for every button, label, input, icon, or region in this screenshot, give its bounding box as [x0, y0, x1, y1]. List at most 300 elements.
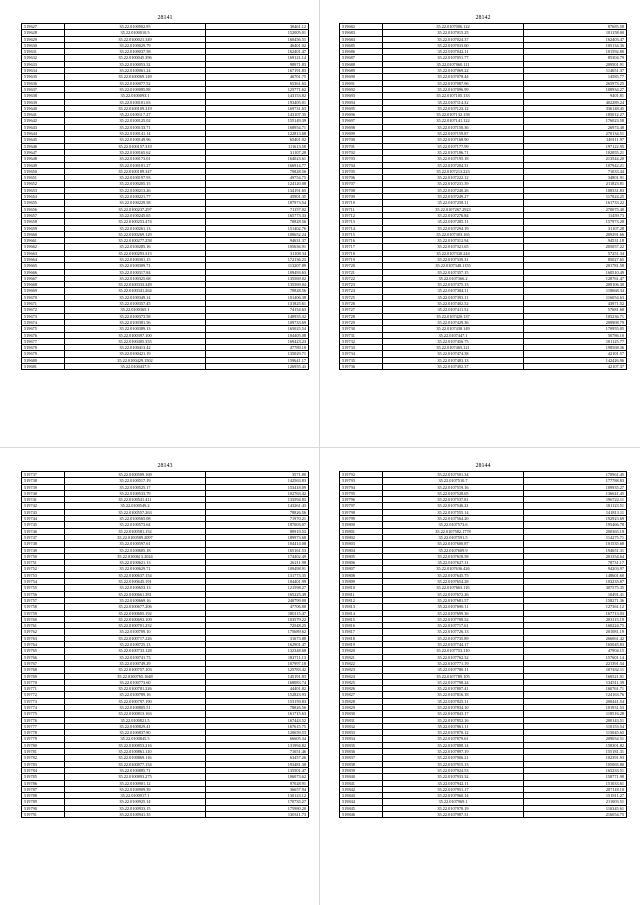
amount-cell: 170961.45	[524, 472, 627, 478]
cadastral-number-cell: 35.22.0100285.16	[64, 244, 205, 250]
cadastral-number-cell: 35.22.0100149.96	[64, 137, 205, 143]
row-id-cell: 519732	[340, 338, 383, 344]
cadastral-number-cell: 35.22.0107600.87	[382, 541, 523, 547]
cadastral-number-cell: 35.22.0100885.71	[64, 767, 205, 773]
cadastral-number-cell: 35.22.0107330.244	[382, 250, 523, 256]
amount-cell: 195466.78	[524, 522, 627, 528]
cadastral-number-cell: 35.22.0100093.1	[64, 93, 205, 99]
row-id-cell: 519704	[340, 162, 383, 168]
cadastral-number-cell: 35.22.0107861.11	[382, 723, 523, 729]
amount-cell: 101931.53	[524, 704, 627, 710]
amount-cell: 196722.11	[524, 497, 627, 503]
cadastral-number-cell: 35.22.0100237.297	[64, 206, 205, 212]
cadastral-number-cell: 35.22.0107924.53	[382, 767, 523, 773]
cadastral-number-cell: 35.22.0100109.319	[64, 105, 205, 111]
row-id-cell: 519700	[340, 137, 383, 143]
amount-cell: 70828.56	[206, 219, 309, 225]
amount-cell: 160761.71	[524, 686, 627, 692]
amount-cell: 266061.42	[524, 635, 627, 641]
amount-cell: 94203.97	[524, 566, 627, 572]
row-id-cell: 519699	[340, 131, 383, 137]
row-id-cell: 519831	[340, 717, 383, 723]
cadastral-number-cell: 35.22.0107834.10	[382, 704, 523, 710]
data-table	[339, 23, 627, 370]
cadastral-number-cell: 35.22.0107078.44	[382, 74, 523, 80]
amount-cell: 142426.96	[524, 357, 627, 363]
row-id-cell: 519722	[340, 275, 383, 281]
amount-cell: 132348.68	[206, 648, 309, 654]
cadastral-number-cell: 35.22.0107816.18	[382, 692, 523, 698]
data-table	[339, 471, 627, 818]
row-id-cell: 519682	[340, 24, 383, 30]
row-id-cell: 519825	[340, 679, 383, 685]
table-row	[22, 812, 309, 818]
row-id-cell: 519746	[22, 528, 65, 534]
amount-cell: 85027.65	[524, 256, 627, 262]
cadastral-number-cell: 35.22.0100389.13	[64, 326, 205, 332]
row-id-cell: 519747	[22, 534, 65, 540]
row-id-cell: 519738	[22, 478, 65, 484]
amount-cell: 31108.34	[206, 250, 309, 256]
amount-cell: 98971.83	[206, 61, 309, 67]
amount-cell: 165233.51	[524, 767, 627, 773]
amount-cell: 270075.40	[524, 206, 627, 212]
cadastral-number-cell: 35.22.0107204.31	[382, 162, 523, 168]
cadastral-number-cell: 35.22.0100437.5	[64, 364, 205, 370]
cadastral-number-cell: 35.22.0107897.19	[382, 749, 523, 755]
cadastral-number-cell: 35.22.0107258.11	[382, 200, 523, 206]
cadastral-number-cell: 35.22.0100709.10	[64, 629, 205, 635]
row-id-cell: 519835	[340, 742, 383, 748]
cadastral-number-cell: 35.22.0107528.65	[382, 490, 523, 496]
amount-cell: 143153.82	[206, 93, 309, 99]
cadastral-number-cell: 35.22.0100525.17	[64, 484, 205, 490]
cadastral-number-cell: 35.22.0107708.52	[382, 616, 523, 622]
cadastral-number-cell: 35.22.0107987.31	[382, 812, 523, 818]
row-id-cell: 519795	[340, 490, 383, 496]
cadastral-number-cell: 35.22.0100557.263	[64, 509, 205, 515]
cadastral-number-cell: 35.22.0107213.223	[382, 168, 523, 174]
cadastral-number-cell: 35.22.0100925.14	[64, 799, 205, 805]
row-id-cell: 519672	[22, 307, 65, 313]
cadastral-number-cell: 35.22.0100821.5	[64, 717, 205, 723]
cadastral-number-cell: 35.22.0100261.13	[64, 225, 205, 231]
cadastral-number-cell: 35.22.0107870.12	[382, 730, 523, 736]
row-id-cell: 519702	[340, 149, 383, 155]
amount-cell: 71651.46	[206, 749, 309, 755]
cadastral-number-cell: 35.22.0100165.62	[64, 149, 205, 155]
cadastral-number-cell: 35.22.0107006.122	[382, 24, 523, 30]
data-table	[21, 471, 309, 818]
amount-cell: 143261.43	[206, 503, 309, 509]
amount-cell: 11459.73	[524, 212, 627, 218]
amount-cell: 14585.77	[524, 74, 627, 80]
cadastral-number-cell: 35.22.0100333.349	[64, 282, 205, 288]
amount-cell: 187973.54	[206, 200, 309, 206]
cadastral-number-cell: 35.22.0100917.1	[64, 793, 205, 799]
row-id-cell: 519809	[340, 579, 383, 585]
cadastral-number-cell: 35.22.0100773.60	[64, 679, 205, 685]
row-id-cell: 519693	[340, 93, 383, 99]
row-id-cell: 519801	[340, 528, 383, 534]
cadastral-number-cell: 35.22.0107735.89	[382, 635, 523, 641]
cadastral-number-cell: 35.22.0100325.68	[64, 275, 205, 281]
amount-cell: 207118.10	[524, 786, 627, 792]
cadastral-number-cell: 35.22.0100421.19	[64, 351, 205, 357]
amount-cell: 130123.12	[206, 793, 309, 799]
amount-cell: 180115.47	[206, 610, 309, 616]
amount-cell: 240799.00	[206, 597, 309, 603]
row-id-cell: 519796	[340, 497, 383, 503]
amount-cell: 169731.63	[206, 105, 309, 111]
table-row	[22, 364, 309, 370]
row-id-cell: 519742	[22, 503, 65, 509]
row-id-cell: 519794	[340, 484, 383, 490]
amount-cell: 124163.76	[524, 692, 627, 698]
cadastral-number-cell: 35.22.0107195.18	[382, 156, 523, 162]
amount-cell: 159641.17	[206, 357, 309, 363]
row-id-cell: 519633	[22, 61, 65, 67]
amount-cell: 169423.23	[206, 338, 309, 344]
cadastral-number-cell: 35.22.0100373.58	[64, 313, 205, 319]
row-id-cell: 519789	[22, 799, 65, 805]
row-id-cell: 519632	[22, 55, 65, 61]
cadastral-number-cell: 35.22.0100765.1648	[64, 673, 205, 679]
amount-cell: 110153.54	[524, 723, 627, 729]
amount-cell: 104414.08	[206, 541, 309, 547]
row-id-cell: 519629	[22, 36, 65, 42]
row-id-cell: 519807	[340, 566, 383, 572]
cadastral-number-cell: 35.22.0100141.14	[64, 131, 205, 137]
cadastral-number-cell: 35.22.0107042.11	[382, 49, 523, 55]
row-id-cell: 519728	[340, 313, 383, 319]
cadastral-number-cell: 35.22.0107438.149	[382, 326, 523, 332]
amount-cell: 105134.36	[524, 42, 627, 48]
cadastral-number-cell: 35.22.0100789.16	[64, 692, 205, 698]
row-id-cell: 519827	[340, 692, 383, 698]
row-id-cell: 519839	[340, 767, 383, 773]
amount-cell: 175980.20	[206, 805, 309, 811]
cadastral-number-cell: 35.22.0107060.111	[382, 61, 523, 67]
amount-cell: 141813.11	[524, 509, 627, 515]
cadastral-number-cell: 35.22.0107510.7	[382, 478, 523, 484]
row-id-cell: 519833	[340, 730, 383, 736]
amount-cell: 71970.21	[206, 516, 309, 522]
row-id-cell: 519773	[22, 698, 65, 704]
row-id-cell: 519628	[22, 30, 65, 36]
row-id-cell: 519716	[340, 238, 383, 244]
amount-cell: 193405.01	[206, 99, 309, 105]
amount-cell: 94631.37	[206, 238, 309, 244]
row-id-cell: 519821	[340, 654, 383, 660]
document-page	[339, 14, 627, 370]
cadastral-number-cell: 35.22.0107681.57	[382, 597, 523, 603]
amount-cell: 161715.63	[206, 711, 309, 717]
amount-cell: 176023.58	[524, 118, 627, 124]
row-id-cell: 519814	[340, 610, 383, 616]
amount-cell: 200143.51	[524, 717, 627, 723]
row-id-cell: 519714	[340, 225, 383, 231]
cadastral-number-cell: 35.22.0107411.52	[382, 307, 523, 313]
row-id-cell: 519766	[22, 654, 65, 660]
row-id-cell: 519842	[340, 786, 383, 792]
row-id-cell: 519698	[340, 124, 383, 130]
amount-cell: 136641.45	[524, 490, 627, 496]
cadastral-number-cell: 35.22.0100717.226	[64, 635, 205, 641]
row-id-cell: 519694	[340, 99, 383, 105]
cadastral-number-cell: 35.22.0100629.71	[64, 566, 205, 572]
row-id-cell: 519649	[22, 162, 65, 168]
row-id-cell: 519797	[340, 503, 383, 509]
amount-cell: 168954.71	[206, 124, 309, 130]
row-id-cell: 519683	[340, 30, 383, 36]
amount-cell: 109493.63	[206, 269, 309, 275]
cadastral-number-cell: 35.22.0107519.16	[382, 484, 523, 490]
cadastral-number-cell: 35.22.0107636.426	[382, 566, 523, 572]
cadastral-number-cell: 35.22.0100069.149	[64, 74, 205, 80]
amount-cell: 160510.49	[524, 269, 627, 275]
cadastral-number-cell: 35.22.0107177.99	[382, 143, 523, 149]
cadastral-number-cell: 35.22.0100901.12	[64, 780, 205, 786]
amount-cell: 185012.27	[524, 112, 627, 118]
amount-cell: 101592.80	[524, 49, 627, 55]
row-id-cell: 519750	[22, 553, 65, 559]
page-separator-horizontal	[0, 447, 640, 448]
cadastral-number-cell: 35.22.0100541.411	[64, 497, 205, 503]
row-id-cell: 519630	[22, 42, 65, 48]
cadastral-number-cell: 35.22.0100061.24	[64, 68, 205, 74]
amount-cell: 167615.75	[206, 723, 309, 729]
row-id-cell: 519815	[340, 616, 383, 622]
row-id-cell: 519708	[340, 187, 383, 193]
cadastral-number-cell: 35.22.0100549.2	[64, 503, 205, 509]
cadastral-number-cell: 35.22.0100229.58	[64, 200, 205, 206]
amount-cell: 211003.51	[524, 799, 627, 805]
amount-cell: 158301.82	[524, 742, 627, 748]
cadastral-number-cell: 35.22.0107105.133	[382, 93, 523, 99]
cadastral-number-cell: 35.22.0100661.281	[64, 591, 205, 597]
row-id-cell: 519645	[22, 137, 65, 143]
row-id-cell: 519727	[340, 307, 383, 313]
row-id-cell: 519837	[340, 755, 383, 761]
cadastral-number-cell: 35.22.0100829.41	[64, 723, 205, 729]
cadastral-number-cell: 35.22.0100125.02	[64, 118, 205, 124]
amount-cell: 70828.56	[206, 288, 309, 294]
cadastral-number-cell: 35.22.0107753.110	[382, 648, 523, 654]
row-id-cell: 519656	[22, 206, 65, 212]
cadastral-number-cell: 35.22.0100309.71	[64, 263, 205, 269]
amount-cell: 192923.69	[524, 516, 627, 522]
row-id-cell: 519788	[22, 793, 65, 799]
amount-cell: 216054.75	[524, 812, 627, 818]
row-id-cell: 519705	[340, 168, 383, 174]
amount-cell: 157601.14	[524, 654, 627, 660]
row-id-cell: 519736	[340, 364, 383, 370]
cadastral-number-cell: 35.22.0100181.27	[64, 162, 205, 168]
row-id-cell: 519721	[340, 269, 383, 275]
cadastral-number-cell: 35.22.0107654.28	[382, 579, 523, 585]
amount-cell: 169121.14	[206, 55, 309, 61]
cadastral-number-cell: 35.22.0100413.42	[64, 345, 205, 351]
row-id-cell: 519687	[340, 55, 383, 61]
cadastral-number-cell: 35.22.0107285.11	[382, 219, 523, 225]
cadastral-number-cell: 35.22.0100253.474	[64, 219, 205, 225]
amount-cell: 87685.58	[524, 24, 627, 30]
cadastral-number-cell: 35.22.0100725.13	[64, 642, 205, 648]
cadastral-number-cell: 35.22.0107915.13	[382, 761, 523, 767]
row-id-cell: 519665	[22, 263, 65, 269]
cadastral-number-cell: 35.22.0100213.26	[64, 187, 205, 193]
row-id-cell: 519680	[22, 357, 65, 363]
amount-cell: 157973.28	[524, 219, 627, 225]
amount-cell: 114275.71	[524, 534, 627, 540]
row-id-cell: 519654	[22, 194, 65, 200]
cadastral-number-cell: 35.22.0100869.116	[64, 755, 205, 761]
row-id-cell: 519841	[340, 780, 383, 786]
cadastral-number-cell: 35.22.0107429.36	[382, 319, 523, 325]
amount-cell: 102055.21	[524, 149, 627, 155]
amount-cell: 116054.63	[524, 294, 627, 300]
row-id-cell: 519681	[22, 364, 65, 370]
row-id-cell: 519798	[340, 509, 383, 515]
row-id-cell: 519806	[340, 560, 383, 566]
amount-cell: 94531.18	[524, 238, 627, 244]
row-id-cell: 519661	[22, 238, 65, 244]
amount-cell: 187003.07	[206, 522, 309, 528]
cadastral-number-cell: 35.22.0100397.100	[64, 332, 205, 338]
row-id-cell: 519749	[22, 547, 65, 553]
cadastral-number-cell: 35.22.0107114.32	[382, 99, 523, 105]
amount-cell: 120659.53	[206, 730, 309, 736]
amount-cell: 182711.13	[206, 654, 309, 660]
cadastral-number-cell: 35.22.0107348.1155	[382, 263, 523, 269]
amount-cell: 105236.71	[524, 313, 627, 319]
amount-cell: 10491.41	[524, 591, 627, 597]
row-id-cell: 519719	[340, 256, 383, 262]
cadastral-number-cell: 35.22.0107024.37	[382, 36, 523, 42]
amount-cell: 307575.35	[524, 585, 627, 591]
row-id-cell: 519784	[22, 767, 65, 773]
row-id-cell: 519781	[22, 749, 65, 755]
amount-cell: 174402.49	[206, 553, 309, 559]
row-id-cell: 519634	[22, 68, 65, 74]
cadastral-number-cell: 35.22.0100693.109	[64, 616, 205, 622]
cadastral-number-cell: 35.22.0107780.11	[382, 667, 523, 673]
row-id-cell: 519685	[340, 42, 383, 48]
cadastral-number-cell: 35.22.0100677.206	[64, 604, 205, 610]
cadastral-number-cell: 35.22.0107771.19	[382, 660, 523, 666]
cadastral-number-cell: 35.22.0107879.61	[382, 736, 523, 742]
amount-cell: 121598.27	[206, 585, 309, 591]
cadastral-number-cell: 35.22.0100805.51	[64, 704, 205, 710]
amount-cell: 205057.22	[524, 244, 627, 250]
row-id-cell: 519769	[22, 673, 65, 679]
cadastral-number-cell: 35.22.0107276.84	[382, 212, 523, 218]
amount-cell: 131825.61	[206, 301, 309, 307]
cadastral-number-cell: 35.22.0107402.52	[382, 301, 523, 307]
cadastral-number-cell: 35.22.0100101.63	[64, 99, 205, 105]
amount-cell: 151811.27	[524, 793, 627, 799]
row-id-cell: 519787	[22, 786, 65, 792]
row-id-cell: 519756	[22, 591, 65, 597]
amount-cell: 135569.04	[206, 282, 309, 288]
row-id-cell: 519658	[22, 219, 65, 225]
cadastral-number-cell: 35.22.0107132.158	[382, 112, 523, 118]
row-id-cell: 519832	[340, 723, 383, 729]
amount-cell: 160521.91	[524, 673, 627, 679]
cadastral-number-cell: 35.22.0107222.12	[382, 175, 523, 181]
amount-cell: 151402.76	[206, 225, 309, 231]
cadastral-number-cell: 35.22.0107852.16	[382, 717, 523, 723]
amount-cell: 103235.87	[524, 579, 627, 585]
row-id-cell: 519779	[22, 736, 65, 742]
cadastral-number-cell: 35.22.0107150.36	[382, 124, 523, 130]
amount-cell: 125771.62	[206, 86, 309, 92]
cadastral-number-cell: 35.22.0107546.21	[382, 503, 523, 509]
cadastral-number-cell: 35.22.0107573.6	[382, 522, 523, 528]
row-id-cell: 519640	[22, 105, 65, 111]
row-id-cell: 519697	[340, 118, 383, 124]
amount-cell: 107997.18	[206, 660, 309, 666]
row-id-cell: 519670	[22, 294, 65, 300]
amount-cell: 78731.17	[524, 560, 627, 566]
page-number: 28143	[157, 463, 173, 469]
row-id-cell: 519706	[340, 175, 383, 181]
amount-cell: 133594.83	[206, 497, 309, 503]
cadastral-number-cell: 35.22.0100613.2024	[64, 553, 205, 559]
amount-cell: 152823.93	[206, 692, 309, 698]
amount-cell: 158771.98	[524, 774, 627, 780]
amount-cell: 134191.65	[206, 187, 309, 193]
cadastral-number-cell: 35.22.0100637.154	[64, 572, 205, 578]
cadastral-number-cell: 35.22.0100597.61	[64, 541, 205, 547]
cadastral-number-cell: 35.22.0107960.14	[382, 793, 523, 799]
cadastral-number-cell: 35.22.0107699.36	[382, 610, 523, 616]
cadastral-number-cell: 35.22.0100853.216	[64, 742, 205, 748]
cadastral-number-cell: 35.22.0100533.79	[64, 490, 205, 496]
cadastral-number-cell: 35.22.0100653.13	[64, 585, 205, 591]
row-id-cell: 519662	[22, 244, 65, 250]
row-id-cell: 519813	[340, 604, 383, 610]
page-number: 28142	[475, 15, 491, 21]
cadastral-number-cell: 35.22.0107555.14	[382, 509, 523, 515]
row-id-cell: 519686	[340, 49, 383, 55]
row-id-cell: 519718	[340, 250, 383, 256]
cadastral-number-cell: 35.22.0107609.9	[382, 547, 523, 553]
cadastral-number-cell: 35.22.0107375.13	[382, 282, 523, 288]
row-id-cell: 519764	[22, 642, 65, 648]
amount-cell: 131994.82	[206, 742, 309, 748]
row-id-cell: 519703	[340, 156, 383, 162]
amount-cell: 162901.47	[206, 642, 309, 648]
cadastral-number-cell: 35.22.0107447.1	[382, 332, 523, 338]
cadastral-number-cell: 35.22.0100053.32	[64, 61, 205, 67]
amount-cell: 46401.02	[206, 42, 309, 48]
row-id-cell: 519799	[340, 516, 383, 522]
amount-cell: 209106.30	[524, 282, 627, 288]
amount-cell: 170735.27	[206, 799, 309, 805]
amount-cell: 85304.79	[524, 55, 627, 61]
cadastral-number-cell: 35.22.0100157.319	[64, 143, 205, 149]
amount-cell: 47904.15	[524, 648, 627, 654]
amount-cell: 30461.12	[206, 24, 309, 30]
row-id-cell: 519826	[340, 686, 383, 692]
amount-cell: 104405.08	[206, 332, 309, 338]
cadastral-number-cell: 35.22.0107627.11	[382, 560, 523, 566]
cadastral-number-cell: 35.22.0107420.137	[382, 313, 523, 319]
cadastral-number-cell: 35.22.0100293.315	[64, 250, 205, 256]
row-id-cell: 519824	[340, 673, 383, 679]
